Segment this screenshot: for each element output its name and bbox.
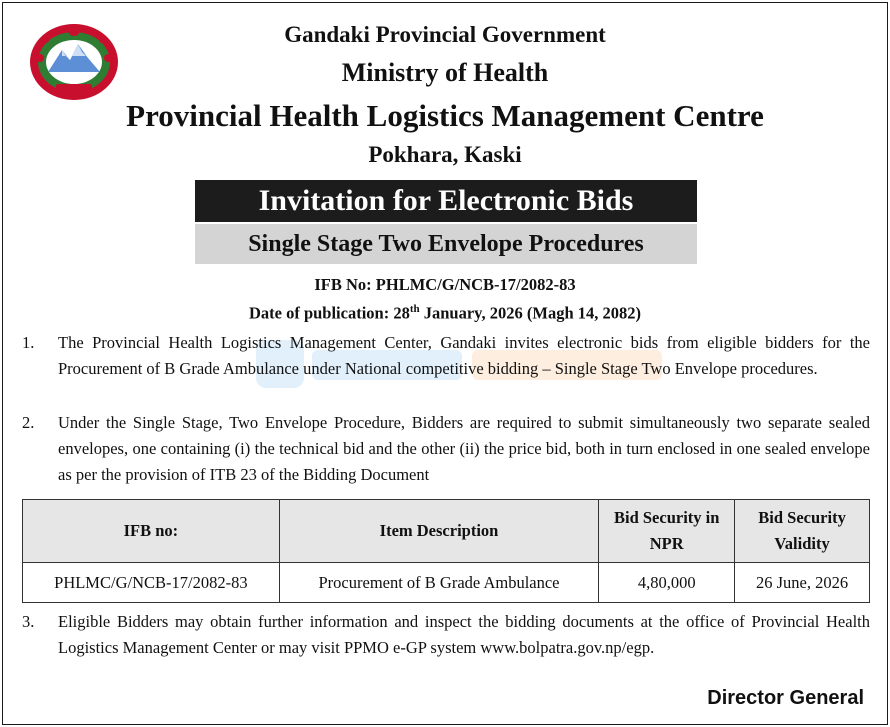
publication-date-prefix: Date of publication: 28 — [248, 303, 410, 323]
paragraph-2 — [22, 410, 870, 488]
bid-details-table — [22, 499, 870, 603]
column-header-item-description: Item Description — [279, 500, 599, 563]
paragraph-number: 1. — [22, 333, 35, 352]
publication-date-rest: January, 2026 (Magh 14, 2082) — [419, 303, 642, 323]
ministry-name: Ministry of Health — [341, 58, 549, 87]
paragraph-number: 3. — [22, 612, 35, 631]
paragraph-text: The Provincial Health Logistics Management Center, Gandaki invites electronic bids from eligible bidders for the Procurement of B Grade Ambulance under National competitive bidding – Single Stage Two Envelope procedures. — [58, 333, 870, 378]
notice-title: Invitation for Electronic Bids — [195, 180, 697, 222]
cell-ifb-no: PHLMC/G/NCB-17/2082-83 — [23, 563, 280, 603]
column-header-ifb-no: IFB no: — [23, 500, 280, 563]
paragraph-number: 2. — [22, 413, 35, 432]
paragraph-3 — [22, 609, 870, 661]
ifb-number: IFB No: PHLMC/G/NCB-17/2082-83 — [314, 275, 576, 294]
column-header-bid-security-validity: Bid Security Validity — [735, 500, 870, 563]
paragraph-1 — [22, 330, 870, 382]
cell-bid-security-npr: 4,80,000 — [599, 563, 735, 603]
cell-item-description: Procurement of B Grade Ambulance — [279, 563, 599, 603]
table-row — [23, 563, 870, 603]
table-header-row — [23, 500, 870, 563]
office-location: Pokhara, Kaski — [368, 142, 522, 167]
publication-date-suffix-ordinal: th — [409, 303, 420, 315]
notice-subtitle: Single Stage Two Envelope Procedures — [195, 224, 697, 264]
paragraph-text: Under the Single Stage, Two Envelope Procedure, Bidders are required to submit simultaneously two separate sealed envelopes, one containing (i) the technical bid and the other (ii) the price bid, both in turn enclosed in one sealed envelope as per the provision of ITB 23 of the Bidding Document — [58, 413, 870, 484]
signatory-title: Director General — [707, 687, 864, 709]
paragraph-text: Eligible Bidders may obtain further information and inspect the bidding documents at the office of Provincial Health Logistics Management Center or may visit PPMO e-GP system www.bolpatra.gov.np/egp. — [58, 612, 870, 657]
office-name: Provincial Health Logistics Management Centre — [126, 98, 764, 133]
cell-bid-security-validity: 26 June, 2026 — [735, 563, 870, 603]
government-name: Gandaki Provincial Government — [284, 22, 606, 47]
column-header-bid-security-npr: Bid Security in NPR — [599, 500, 735, 563]
publication-date — [0, 303, 890, 324]
